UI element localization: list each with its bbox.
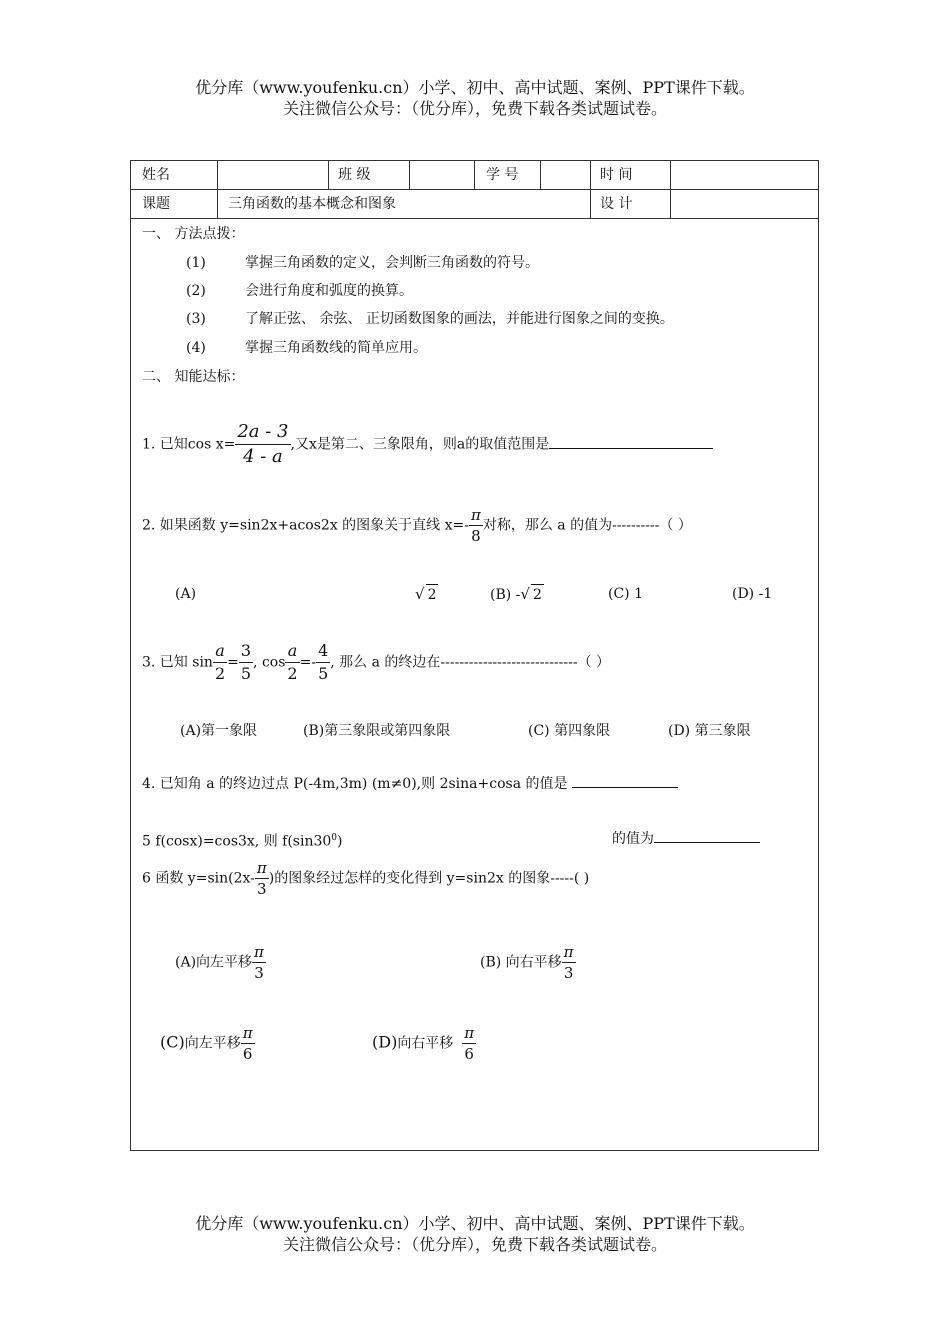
q5-answer [612, 828, 760, 849]
q3-option-c[interactable]: (C) 第四象限 [528, 723, 611, 739]
footer-line-2: 关注微信公众号：（优分库），免费下载各类试题试卷。 [282, 1235, 667, 1254]
question-6 [142, 858, 589, 899]
method-item-num: (1) [186, 255, 206, 271]
q3-equals-2: =- [299, 654, 317, 671]
method-item-num: (3) [186, 311, 206, 327]
q3-mid: , cos [253, 654, 286, 671]
q3-prefix: 3. 已知 sin [142, 654, 213, 671]
q2-numerator: π [470, 506, 481, 524]
q3-option-d[interactable]: (D) 第三象限 [668, 723, 751, 739]
q2-option-c[interactable]: (C) 1 [608, 586, 643, 602]
q3-option-a[interactable]: (A)第一象限 [180, 723, 258, 739]
q2-prefix: 2. 如果函数 y=sin2x+acos2x 的图象关于直线 x=- [142, 517, 469, 534]
q5-degree: 0 [331, 833, 338, 843]
q5-text: 5 f(cosx)=cos3x, 则 f(sin30 [142, 833, 332, 850]
q2-option-a[interactable]: (A) [175, 586, 197, 602]
q3-equals-1: = [227, 654, 239, 671]
time-label: 时 间 [600, 167, 633, 183]
q2-suffix: 对称，那么 a 的值为----------（ ） [482, 517, 692, 534]
q6-option-c[interactable]: (C)向左平移 $\frac{\pi}{6}$ [160, 1024, 253, 1063]
section-practice-title: 二、 知能达标： [142, 369, 245, 385]
method-item-text: 了解正弦、 余弦、 正切函数图象的画法，并能进行图象之间的变换。 [245, 311, 674, 327]
q2-fraction [469, 505, 483, 546]
q4-answer-blank[interactable] [572, 773, 678, 788]
method-item-num: (4) [186, 340, 206, 356]
section-method-title: 一、 方法点拨： [142, 226, 245, 242]
question-4 [142, 773, 678, 794]
q3-fraction-4: $\frac{4}{5}$ [318, 641, 329, 683]
question-2 [142, 505, 692, 546]
question-1 [142, 420, 713, 469]
q1-prefix: 1. 已知cos x= [142, 436, 236, 453]
q1-suffix: ,又x是第二、三象限角，则a的取值范围是 [290, 436, 550, 453]
question-3 [142, 640, 610, 685]
q1-answer-blank[interactable] [549, 434, 713, 449]
q1-fraction [235, 420, 290, 469]
q5-tail: 的值为 [612, 831, 654, 847]
method-item-num: (2) [186, 283, 206, 299]
q5-answer-blank[interactable] [654, 828, 760, 843]
q3-fraction-3: $\frac{a}{2}$ [287, 641, 298, 683]
q1-numerator: 2a - 3 [235, 420, 290, 445]
q4-text: 4. 已知角 a 的终边过点 P(-4m,3m) (m≠0),则 2sina+cosa 的值是 [142, 776, 568, 792]
header-line-2: 关注微信公众号：（优分库），免费下载各类试题试卷。 [282, 99, 667, 118]
q2-option-b[interactable]: (B) -√ 2 [490, 585, 542, 603]
q3-fraction-2: $\frac{3}{5}$ [240, 641, 252, 683]
footer-line-1: 优分库（www.youfenku.cn）小学、初中、高中试题、案例、PPT课件下载。 [195, 1214, 755, 1233]
name-label: 姓名 [142, 167, 170, 183]
q6-prefix: 6 函数 y=sin(2x- [142, 870, 255, 887]
q2-denominator: 8 [471, 527, 481, 545]
q6-option-a[interactable]: (A)向左平移 $\frac{\pi}{3}$ [175, 943, 264, 982]
design-label: 设 计 [600, 196, 633, 212]
q2-option-d[interactable]: (D) -1 [732, 586, 773, 602]
q1-denominator: 4 - a [243, 446, 283, 467]
method-item-text: 掌握三角函数的定义，会判断三角函数的符号。 [245, 255, 539, 271]
q2-option-a-value: √ 2 [415, 585, 437, 603]
method-item-text: 掌握三角函数线的简单应用。 [245, 340, 427, 356]
q6-option-d[interactable]: (D)向右平移 $\frac{\pi}{6}$ [372, 1024, 475, 1063]
q3-fraction-1: $\frac{a}{2}$ [214, 641, 226, 683]
q6-option-b[interactable]: (B) 向右平移 $\frac{\pi}{3}$ [480, 943, 574, 982]
student-id-label: 学 号 [486, 167, 519, 183]
topic-label: 课题 [142, 196, 170, 212]
q6-suffix: )的图象经过怎样的变化得到 y=sin2x 的图象-----( ) [268, 870, 590, 887]
class-label: 班 级 [338, 167, 371, 183]
header-line-1: 优分库（www.youfenku.cn）小学、初中、高中试题、案例、PPT课件下载。 [195, 78, 755, 97]
q3-suffix: , 那么 a 的终边在-----------------------------（ ） [330, 654, 611, 671]
q3-option-b[interactable]: (B)第三象限或第四象限 [303, 723, 451, 739]
q6-fraction: $\frac{\pi}{3}$ [256, 859, 267, 898]
question-5 [142, 828, 343, 852]
method-item-text: 会进行角度和弧度的换算。 [245, 283, 413, 299]
q5-close: ) [337, 833, 343, 850]
topic-value: 三角函数的基本概念和图象 [228, 196, 396, 212]
